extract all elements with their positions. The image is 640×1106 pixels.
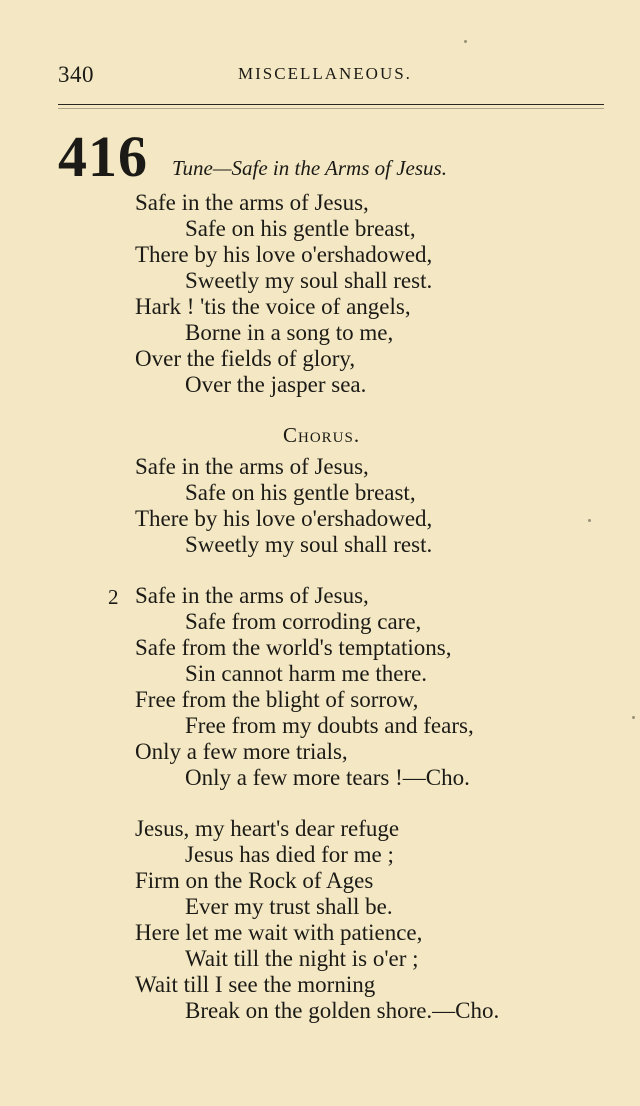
verse-line: Wait till I see the morning (135, 972, 376, 997)
chorus-line: Sweetly my soul shall rest. (185, 532, 433, 557)
chorus-heading: Chorus. (283, 423, 361, 447)
page-header (58, 62, 604, 92)
verse-line: Safe from corroding care, (185, 609, 422, 634)
verse-line: There by his love o'ershadowed, (135, 242, 433, 267)
tune-line: Tune—Safe in the Arms of Jesus. (172, 156, 447, 180)
verse-line: Only a few more trials, (135, 739, 348, 764)
verse-line: Wait till the night is o'er ; (185, 946, 419, 971)
page-number: 340 (58, 62, 94, 87)
paper-speck (588, 519, 591, 522)
verse-line: Only a few more tears !—Cho. (185, 765, 470, 790)
verse-line: Over the fields of glory, (135, 346, 356, 371)
paper-speck (464, 40, 467, 43)
verse-line: Free from my doubts and fears, (185, 713, 474, 738)
verse-line: Safe in the arms of Jesus, (135, 190, 369, 215)
verse-line: Borne in a song to me, (185, 320, 394, 345)
verse-line: Over the jasper sea. (185, 372, 367, 397)
verse-line: Ever my trust shall be. (185, 894, 393, 919)
header-rule-shadow (58, 108, 604, 109)
running-title: MISCELLANEOUS. (238, 64, 412, 83)
hymn-number: 416 (58, 124, 148, 189)
verse-line: Here let me wait with patience, (135, 920, 423, 945)
verse-line: Safe on his gentle breast, (185, 216, 416, 241)
verse-line: Sweetly my soul shall rest. (185, 268, 433, 293)
chorus-line: Safe in the arms of Jesus, (135, 454, 369, 479)
verse-line: Free from the blight of sorrow, (135, 687, 419, 712)
chorus-line: Safe on his gentle breast, (185, 480, 416, 505)
chorus-line: There by his love o'ershadowed, (135, 506, 433, 531)
verse-line: Hark ! 'tis the voice of angels, (135, 294, 411, 319)
verse-line: Safe from the world's temptations, (135, 635, 452, 660)
verse-line: Jesus, my heart's dear refuge (135, 816, 400, 841)
verse-line: Safe in the arms of Jesus, (135, 583, 369, 608)
verse-number: 2 (108, 585, 119, 609)
paper-speck (632, 716, 635, 719)
header-rule (58, 104, 604, 105)
verse-line: Sin cannot harm me there. (185, 661, 428, 686)
verse-line: Firm on the Rock of Ages (135, 868, 374, 893)
verse-line: Jesus has died for me ; (185, 842, 394, 867)
verse-line: Break on the golden shore.—Cho. (185, 998, 500, 1023)
